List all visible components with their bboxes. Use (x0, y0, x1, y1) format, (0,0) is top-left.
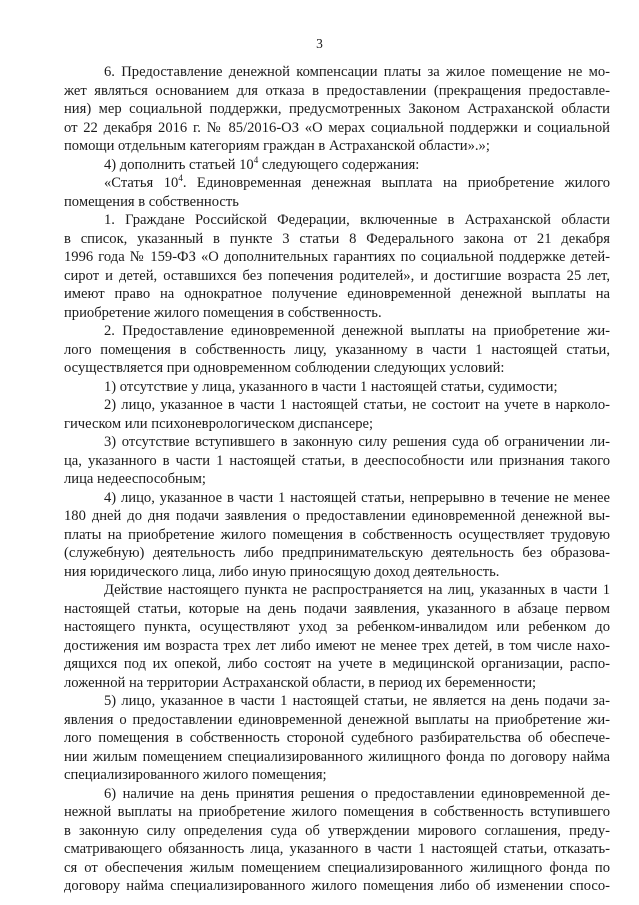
line-text: специализированного жилого помещения; (64, 767, 327, 783)
text-line (64, 674, 610, 693)
line-text: ния юридического лица, либо иную приносящую доход деятельность. (64, 563, 500, 580)
line-text: помещения в собственность (64, 193, 239, 210)
line-text: осуществляется при одновременном соблюдении следующих условий: (64, 360, 505, 376)
line-text: ния) мер социальной поддержки, предусмотренных Законом Астраханской области (64, 101, 610, 117)
line-text: Действие настоящего пункта не распространяется на лиц, указанных в части 1 (104, 582, 610, 598)
text-line (64, 322, 610, 341)
text-line (64, 803, 610, 822)
text-line (64, 211, 610, 230)
text-line (64, 285, 610, 304)
text-line (64, 785, 610, 804)
line-text: 180 дней до дня подачи заявления о предоставлении единовременной денежной вы- (64, 508, 610, 524)
text-line (64, 137, 610, 156)
line-text: ся от обеспечения жилым помещением специализированного жилищного фонда по (64, 859, 610, 876)
line-text: (служебную) деятельность либо предпринимательскую деятельность без образова- (64, 545, 610, 561)
text-line (64, 119, 610, 138)
line-text: достижения им возраста трех лет либо имеют не менее трех детей, в том числе нахо- (64, 637, 610, 654)
line-text-continued: следующего содержания: (258, 156, 420, 173)
document-body (64, 63, 610, 896)
line-text: «Статья 10 (104, 175, 179, 191)
line-text: 2. Предоставление единовременной денежной выплаты на приобретение жи- (104, 323, 610, 339)
line-text: договору найма специализированного жилого помещения либо об изменении спосо- (64, 878, 610, 894)
text-line (64, 600, 610, 619)
line-text: 3) отсутствие вступившего в законную силу решения суда об ограничении ли- (104, 434, 610, 450)
text-line (64, 230, 610, 249)
line-text: сирот и детей, оставшихся без попечения родителей», и достигшие возраста 25 лет, (64, 267, 610, 284)
text-line (64, 637, 610, 656)
line-text: в законную силу определения суда об утверждении мирового соглашения, преду- (64, 822, 610, 839)
text-line (64, 82, 610, 101)
line-text: нежной выплаты на приобретение жилого помещения в собственность вступившего (64, 804, 610, 820)
line-text: приобретение жилого помещения в собственность. (64, 304, 382, 321)
text-line (64, 507, 610, 526)
line-text: настоящего пункта, осуществляют уход за ребенком-инвалидом или ребенком до (64, 619, 610, 635)
line-text: от 22 декабря 2016 г. № 85/2016-ОЗ «О мерах социальной поддержки и социальной (64, 119, 610, 136)
text-line (64, 156, 610, 175)
text-line (64, 859, 610, 878)
text-line (64, 822, 610, 841)
line-text: жет являться основанием для отказа в предоставлении (прекращения предоставле- (64, 82, 610, 99)
text-line (64, 581, 610, 600)
text-line (64, 63, 610, 82)
text-line (64, 100, 610, 119)
line-text: имеют право на однократное получение единовременной денежной выплаты на (64, 286, 610, 302)
line-text: 4) лицо, указанное в части 1 настоящей статьи, непрерывно в течение не менее (104, 489, 610, 506)
text-line (64, 174, 610, 193)
line-text-continued: . Единовременная денежная выплата на приобретение жилого (182, 175, 610, 191)
page-number: 3 (316, 36, 323, 51)
text-line (64, 489, 610, 508)
text-line (64, 378, 610, 397)
line-text: ца, указанного в части 1 настоящей статьи, в дееспособности или признания такого (64, 452, 610, 469)
text-line (64, 729, 610, 748)
text-line (64, 563, 610, 582)
line-text: 6) наличие на день принятия решения о предоставлении единовременной де- (104, 785, 610, 802)
text-line (64, 248, 610, 267)
line-text: 1. Граждане Российской Федерации, включенные в Астраханской области (104, 212, 610, 228)
text-line (64, 415, 610, 434)
text-line (64, 618, 610, 637)
line-text: платы на приобретение жилого помещения в собственность осуществляет трудовую (64, 526, 610, 543)
text-line (64, 359, 610, 378)
line-text: лица недееспособным; (64, 471, 206, 487)
line-text: лого помещения в собственность лицу, указанному в части 1 настоящей статьи, (64, 341, 610, 358)
text-line (64, 711, 610, 730)
text-line (64, 267, 610, 286)
superscript: 4 (178, 174, 183, 183)
line-text: ложенной на территории Астраханской области, в период их беременности; (64, 674, 537, 691)
text-line (64, 452, 610, 471)
text-line (64, 470, 610, 489)
line-text: гическом или психоневрологическом диспансере; (64, 415, 374, 432)
text-line (64, 304, 610, 323)
text-line (64, 877, 610, 896)
text-line (64, 193, 610, 212)
line-text: 6. Предоставление денежной компенсации платы за жилое помещение не мо- (104, 64, 610, 80)
line-text: 5) лицо, указанное в части 1 настоящей статьи, не является на день подачи за- (104, 693, 610, 709)
line-text: 2) лицо, указанное в части 1 настоящей статьи, не состоит на учете в нарколо- (104, 397, 610, 413)
text-line (64, 396, 610, 415)
text-line (64, 766, 610, 785)
text-line (64, 655, 610, 674)
line-text: дящихся под их опекой, либо состоят на учете в медицинской организации, распо- (64, 656, 610, 672)
line-text: помощи отдельным категориям граждан в Астраханской области».»; (64, 138, 490, 154)
line-text: 1996 года № 159-ФЗ «О дополнительных гарантиях по социальной поддержке детей- (64, 249, 610, 265)
line-text: нии жилым помещением специализированного жилищного фонда по договору найма (64, 748, 610, 765)
line-text: сматривающего обязанность лица, указанного в части 1 настоящей статьи, отказать- (64, 841, 610, 857)
text-line (64, 840, 610, 859)
text-line (64, 341, 610, 360)
text-line (64, 692, 610, 711)
line-text: настоящей статьи, которые на день подачи заявления, указанного в абзаце первом (64, 600, 610, 617)
line-text: лого помещения в собственность стороной судебного разбирательства об обеспече- (64, 730, 610, 746)
text-line (64, 433, 610, 452)
text-line (64, 544, 610, 563)
text-line (64, 748, 610, 767)
line-text: в список, указанный в пункте 3 статьи 8 Федерального закона от 21 декабря (64, 230, 610, 247)
line-text: явления о предоставлении единовременной денежной выплаты на приобретение жи- (64, 711, 610, 728)
line-text: 4) дополнить статьей 10 (104, 156, 254, 173)
superscript: 4 (253, 155, 259, 165)
line-text: 1) отсутствие у лица, указанного в части 1 настоящей статьи, судимости; (104, 378, 558, 395)
text-line (64, 526, 610, 545)
